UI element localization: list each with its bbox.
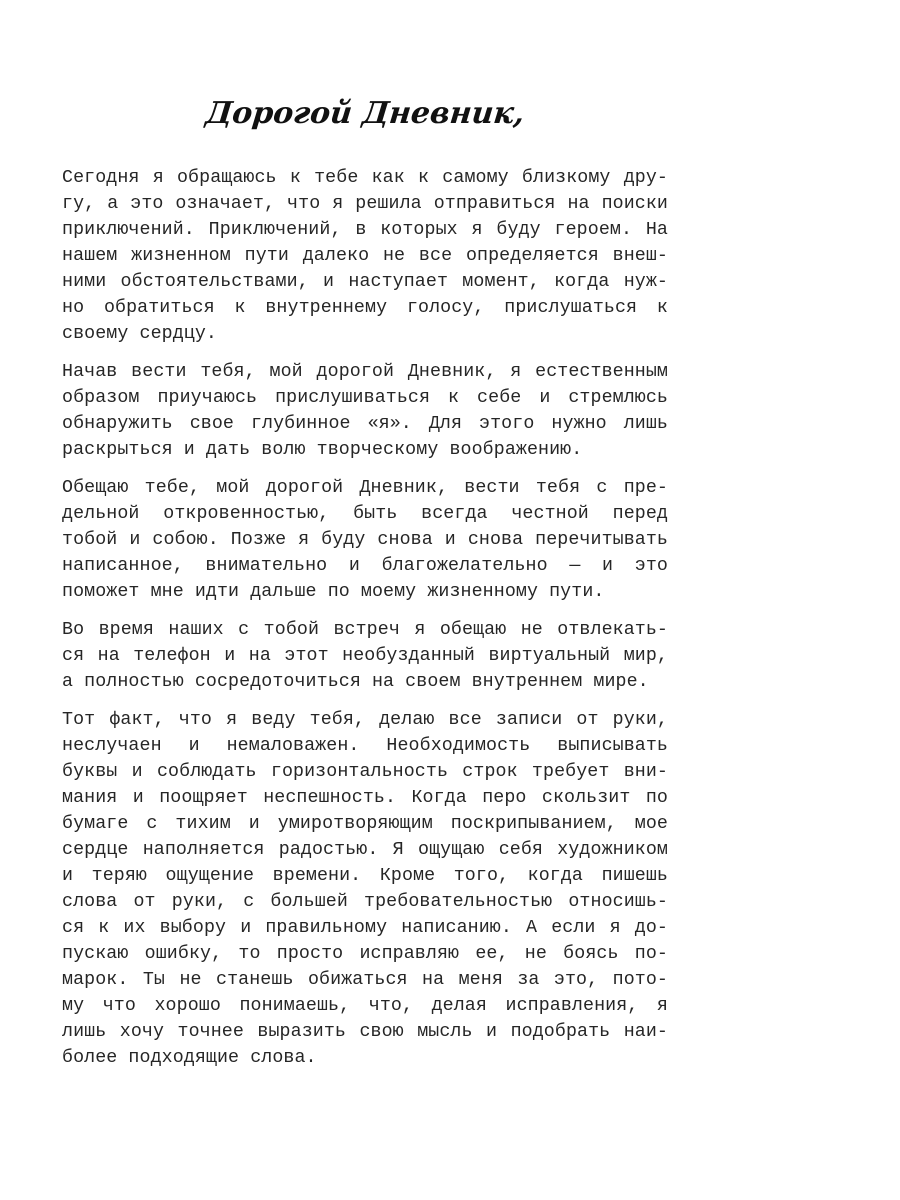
- text-line: Во время наших с тобой встреч я обещаю не отвлекать-: [62, 620, 668, 640]
- text-line: Тот факт, что я веду тебя, делаю все записи от руки,: [62, 710, 668, 730]
- text-line: нашем жизненном пути далеко не все определяется внеш-: [62, 246, 668, 266]
- text-line: написанное, внимательно и благожелательно — и это: [62, 556, 668, 576]
- text-line: марок. Ты не станешь обижаться на меня за это, пото-: [62, 970, 668, 990]
- text-line: слова от руки, с большей требовательностью относишь-: [62, 892, 668, 912]
- text-line: а полностью сосредоточиться на своем внутреннем мире.: [62, 672, 649, 692]
- text-line: поможет мне идти дальше по моему жизненному пути.: [62, 582, 605, 602]
- text-line: и теряю ощущение времени. Кроме того, когда пишешь: [62, 866, 668, 886]
- paragraph-2: [62, 359, 668, 463]
- text-line: пускаю ошибку, то просто исправляю ее, не боясь по-: [62, 944, 668, 964]
- text-line: приключений. Приключений, в которых я буду героем. На: [62, 220, 668, 240]
- text-line: гу, а это означает, что я решила отправиться на поиски: [62, 194, 668, 214]
- text-line: более подходящие слова.: [62, 1048, 317, 1068]
- paragraph-1: [62, 165, 668, 347]
- text-line: раскрыться и дать волю творческому воображению.: [62, 440, 583, 460]
- text-line: сердце наполняется радостью. Я ощущаю себя художником: [62, 840, 668, 860]
- text-line: дельной откровенностью, быть всегда честной перед: [62, 504, 668, 524]
- paragraph-5: [62, 707, 668, 1071]
- text-line: ними обстоятельствами, и наступает момент, когда нуж-: [62, 272, 668, 292]
- text-line: обнаружить свое глубинное «я». Для этого нужно лишь: [62, 414, 668, 434]
- text-line: мания и поощряет неспешность. Когда перо скользит по: [62, 788, 668, 808]
- text-line: му что хорошо понимаешь, что, делая исправления, я: [62, 996, 668, 1016]
- text-line: ся к их выбору и правильному написанию. А если я до-: [62, 918, 668, 938]
- text-line: тобой и собою. Позже я буду снова и снова перечитывать: [62, 530, 668, 550]
- text-line: образом приучаюсь прислушиваться к себе и стремлюсь: [62, 388, 668, 408]
- text-line: неслучаен и немаловажен. Необходимость выписывать: [62, 736, 668, 756]
- text-line: ся на телефон и на этот необузданный виртуальный мир,: [62, 646, 668, 666]
- diary-text: [62, 165, 668, 1083]
- text-line: буквы и соблюдать горизонтальность строк требует вни-: [62, 762, 668, 782]
- text-line: лишь хочу точнее выразить свою мысль и подобрать наи-: [62, 1022, 668, 1042]
- text-line: бумаге с тихим и умиротворяющим поскрипыванием, мое: [62, 814, 668, 834]
- text-line: Обещаю тебе, мой дорогой Дневник, вести тебя с пре-: [62, 478, 668, 498]
- text-line: своему сердцу.: [62, 324, 217, 344]
- text-line: Начав вести тебя, мой дорогой Дневник, я естественным: [62, 362, 668, 382]
- text-line: но обратиться к внутреннему голосу, прислушаться к: [62, 298, 668, 318]
- paragraph-4: [62, 617, 668, 695]
- text-line: Сегодня я обращаюсь к тебе как к самому близкому дру-: [62, 168, 668, 188]
- paragraph-3: [62, 475, 668, 605]
- page-title: Дорогой Дневник,: [203, 96, 527, 131]
